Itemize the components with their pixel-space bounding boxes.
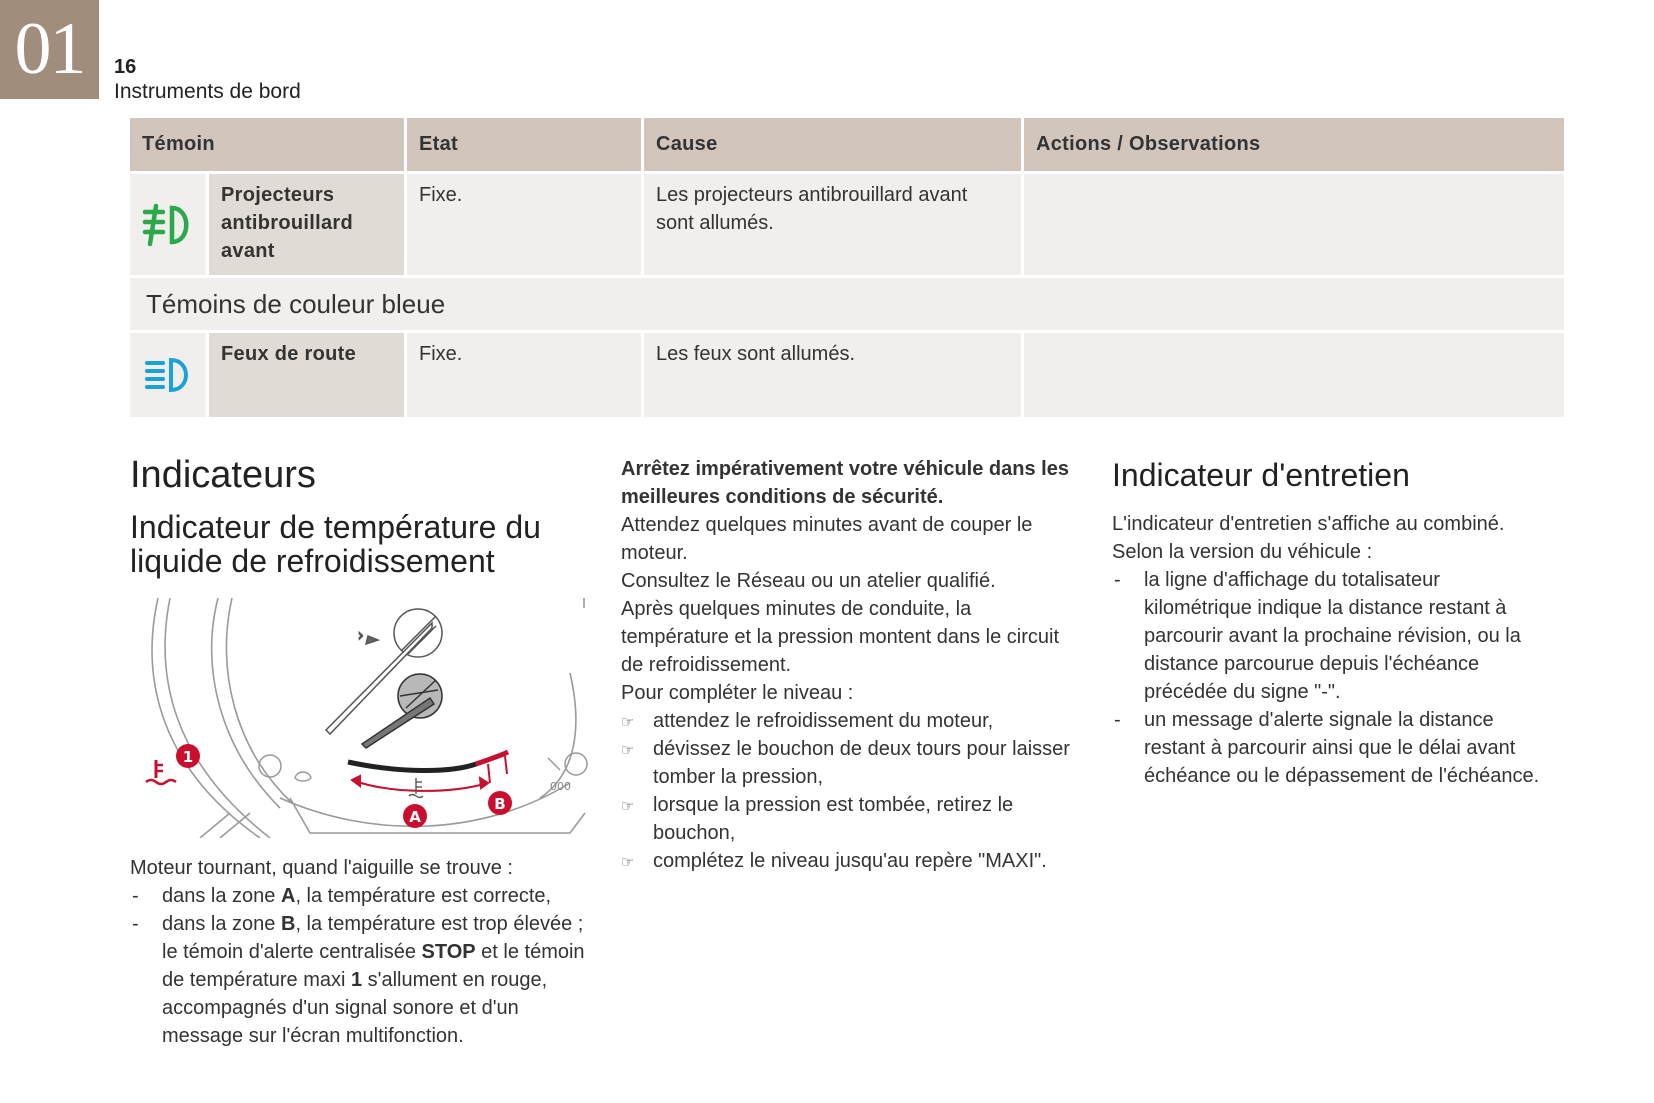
service-spanner-icon — [295, 772, 311, 781]
lamp-state: Fixe. — [407, 333, 641, 417]
text: dans la zone — [162, 885, 281, 907]
lamp-actions — [1024, 174, 1564, 275]
subsection-title-line: Indicateur de température du — [130, 509, 541, 545]
chapter-number: 01 — [0, 0, 99, 99]
header-actions: Actions / Observations — [1024, 118, 1564, 171]
list-item — [130, 882, 590, 910]
subsection-title — [130, 510, 590, 578]
zone-b-label: B — [494, 795, 506, 813]
paragraph: Selon la version du véhicule : — [1112, 541, 1373, 563]
zone-letter: A — [280, 885, 296, 907]
cause-line: sont allumés. — [656, 212, 774, 234]
text: s'allument en rouge, accompagnés d'un signal sonore et d'un message sur l'écran multifonction. — [162, 969, 548, 1047]
text: , la température est correcte, — [295, 885, 552, 907]
paragraph: Attendez quelques minutes avant de couper le moteur. — [621, 514, 1033, 564]
paragraph: Consultez le Réseau ou un atelier qualifié. — [621, 570, 996, 592]
lamp-cause: Les feux sont allumés. — [644, 333, 1021, 417]
front-fog-lamp-icon — [130, 174, 206, 275]
gauge-coolant-symbol — [409, 778, 423, 798]
header-cause: Cause — [644, 118, 1021, 171]
paragraph: Pour compléter le niveau : — [621, 682, 854, 704]
step-text: complétez le niveau jusqu'au repère "MAXI". — [653, 850, 1047, 872]
gauge-intro: Moteur tournant, quand l'aiguille se trouve : — [130, 857, 513, 879]
coolant-temperature-gauge-figure — [130, 598, 590, 838]
lamp-state: Fixe. — [407, 174, 641, 275]
header-temoin: Témoin — [130, 118, 404, 171]
page-section-title: Instruments de bord — [114, 80, 301, 103]
lamp-name-line: antibrouillard — [221, 212, 353, 234]
main-beam-icon — [130, 333, 206, 417]
list-item — [621, 735, 1071, 791]
gauge-zones-list — [130, 882, 590, 1050]
header-etat: Etat — [407, 118, 641, 171]
zone-letter: B — [280, 913, 296, 935]
ds-logo-icon: › — [358, 628, 364, 644]
lamp-cause — [644, 174, 1021, 275]
warning-lamps-table — [130, 118, 1564, 420]
step-text: attendez le refroidissement du moteur, — [653, 710, 994, 732]
pointing-hand-icon: ☞ — [621, 714, 635, 731]
step-text: dévissez le bouchon de deux tours pour laisser tomber la pression, — [653, 738, 1070, 788]
odometer-readout: 000 — [550, 780, 571, 793]
lamp-name: Feux de route — [209, 333, 404, 417]
lamp-actions — [1024, 333, 1564, 417]
list-item — [621, 847, 1071, 875]
subsection-title-line: liquide de refroidissement — [130, 543, 495, 579]
stop-keyword: STOP — [421, 941, 476, 963]
text: et le témoin de température maxi — [162, 941, 585, 991]
list-item — [130, 910, 590, 1050]
section-band-blue: Témoins de couleur bleue — [130, 278, 1564, 330]
section-title: Indicateurs — [130, 454, 316, 496]
table-row — [130, 333, 1564, 420]
column-service-indicator — [1112, 452, 1542, 790]
paragraph: L'indicateur d'entretien s'affiche au combiné. — [1112, 513, 1505, 535]
refill-steps-list — [621, 707, 1071, 875]
lamp-name — [209, 174, 404, 275]
pointing-hand-icon: ☞ — [621, 854, 635, 871]
column-indicators — [130, 452, 590, 1050]
section-title: Indicateur d'entretien — [1112, 457, 1410, 493]
text: , la température est trop élevée ; le témoin d'alerte centralisée — [162, 913, 584, 963]
list-item: - la ligne d'affichage du totalisateur kilométrique indique la distance restant à parcourir avant la prochaine révision, ou la distance parcourue depuis l'échéance précédée du signe "-". — [1112, 566, 1542, 706]
text: dans la zone — [162, 913, 281, 935]
list-item — [621, 707, 1071, 735]
pointing-hand-icon: ☞ — [621, 798, 635, 815]
cause-line: Les projecteurs antibrouillard avant — [656, 184, 968, 206]
page-number: 16 — [114, 56, 137, 78]
step-text: lorsque la pression est tombée, retirez le bouchon, — [653, 794, 1014, 844]
callout-ref: 1 — [350, 969, 363, 991]
lamp-name-line: Projecteurs — [221, 184, 335, 206]
lamp-name-line: avant — [221, 240, 275, 262]
service-indicator-list — [1112, 566, 1542, 790]
safety-warning: Arrêtez impérativement votre véhicule dans les meilleures conditions de sécurité. — [621, 458, 1069, 508]
zone-a-label: A — [409, 808, 421, 826]
list-item: - un message d'alerte signale la distance restant à parcourir ainsi que le délai avant échéance ou le dépassement de l'échéance. — [1112, 706, 1542, 790]
paragraph: Après quelques minutes de conduite, la température et la pression montent dans le circuit de refroidissement. — [621, 598, 1059, 676]
table-row — [130, 174, 1564, 278]
pointing-hand-icon: ☞ — [621, 742, 635, 759]
table-header-row — [130, 118, 1564, 174]
max-temperature-warning-icon — [146, 760, 176, 784]
column-coolant-procedure — [621, 455, 1071, 875]
callout-1-label: 1 — [182, 748, 194, 766]
list-item — [621, 791, 1071, 847]
